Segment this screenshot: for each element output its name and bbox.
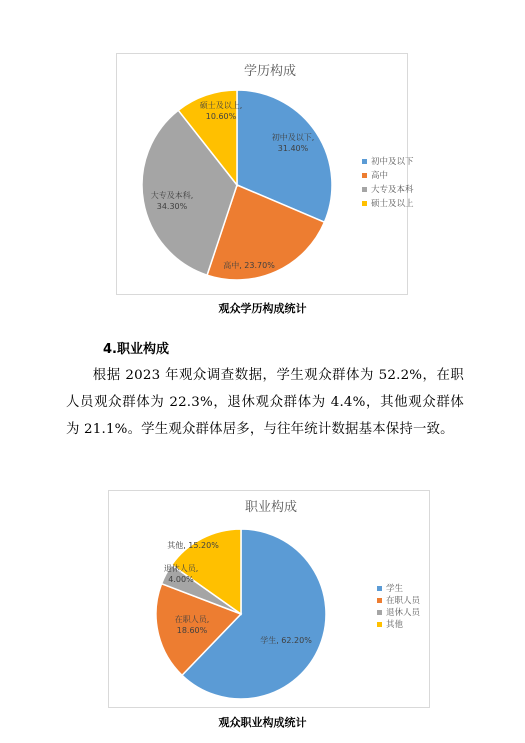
slice-label-line: 18.60%	[176, 626, 208, 635]
section-paragraph: 根据 2023 年观众调查数据，学生观众群体为 52.2%，在职人员观众群体为 22.3%，退休观众群体为 4.4%，其他观众群体为 21.1%。学生观众群体居多，与往年统计数据基本保持一致。	[66, 368, 464, 437]
slice-label-4	[167, 540, 219, 550]
slice-label-line: 初中及以下,	[271, 133, 315, 142]
slice-label-1	[260, 635, 312, 645]
legend-swatch-3	[362, 187, 367, 192]
slice-label-line: 4.00%	[168, 575, 194, 584]
education-chart	[116, 53, 414, 295]
slice-label-line: 学生, 62.20%	[260, 636, 312, 645]
occupation-chart-caption: 观众职业构成统计	[218, 716, 307, 729]
legend-swatch-2	[362, 173, 367, 178]
legend-label-3: 退休人员	[386, 608, 421, 618]
chart-title: 学历构成	[243, 64, 297, 79]
legend-label-4: 其他	[386, 620, 404, 630]
section-heading: 4.职业构成	[103, 342, 169, 357]
legend-swatch-2	[377, 598, 382, 603]
slice-label-line: 34.30%	[156, 202, 188, 211]
slice-label-line: 退休人员,	[163, 564, 199, 573]
slice-label-2	[223, 260, 275, 270]
legend-label-4: 硕士及以上	[371, 199, 414, 209]
slice-label-line: 31.40%	[277, 144, 309, 153]
occupation-chart	[108, 490, 430, 708]
legend-label-1: 学生	[386, 584, 404, 594]
slice-label-line: 10.60%	[205, 112, 237, 121]
legend-label-1: 初中及以下	[371, 157, 414, 167]
occupation-pie-svg	[109, 491, 429, 707]
legend-swatch-1	[377, 586, 382, 591]
chart-title: 职业构成	[244, 500, 298, 515]
slice-label-line: 硕士及以上,	[199, 101, 243, 110]
legend-swatch-3	[377, 610, 382, 615]
education-chart-caption: 观众学历构成统计	[218, 302, 307, 315]
legend-swatch-1	[362, 159, 367, 164]
slice-label-line: 其他, 15.20%	[167, 541, 219, 550]
legend-swatch-4	[377, 622, 382, 627]
legend-swatch-4	[362, 201, 367, 206]
slice-label-line: 在职人员,	[174, 615, 210, 624]
education-pie-svg	[117, 54, 414, 294]
legend-label-3: 大专及本科	[371, 185, 414, 195]
slice-label-line: 高中, 23.70%	[223, 261, 275, 270]
slice-label-line: 大专及本科,	[150, 191, 194, 200]
legend-label-2: 高中	[371, 171, 389, 181]
legend-label-2: 在职人员	[386, 596, 421, 606]
